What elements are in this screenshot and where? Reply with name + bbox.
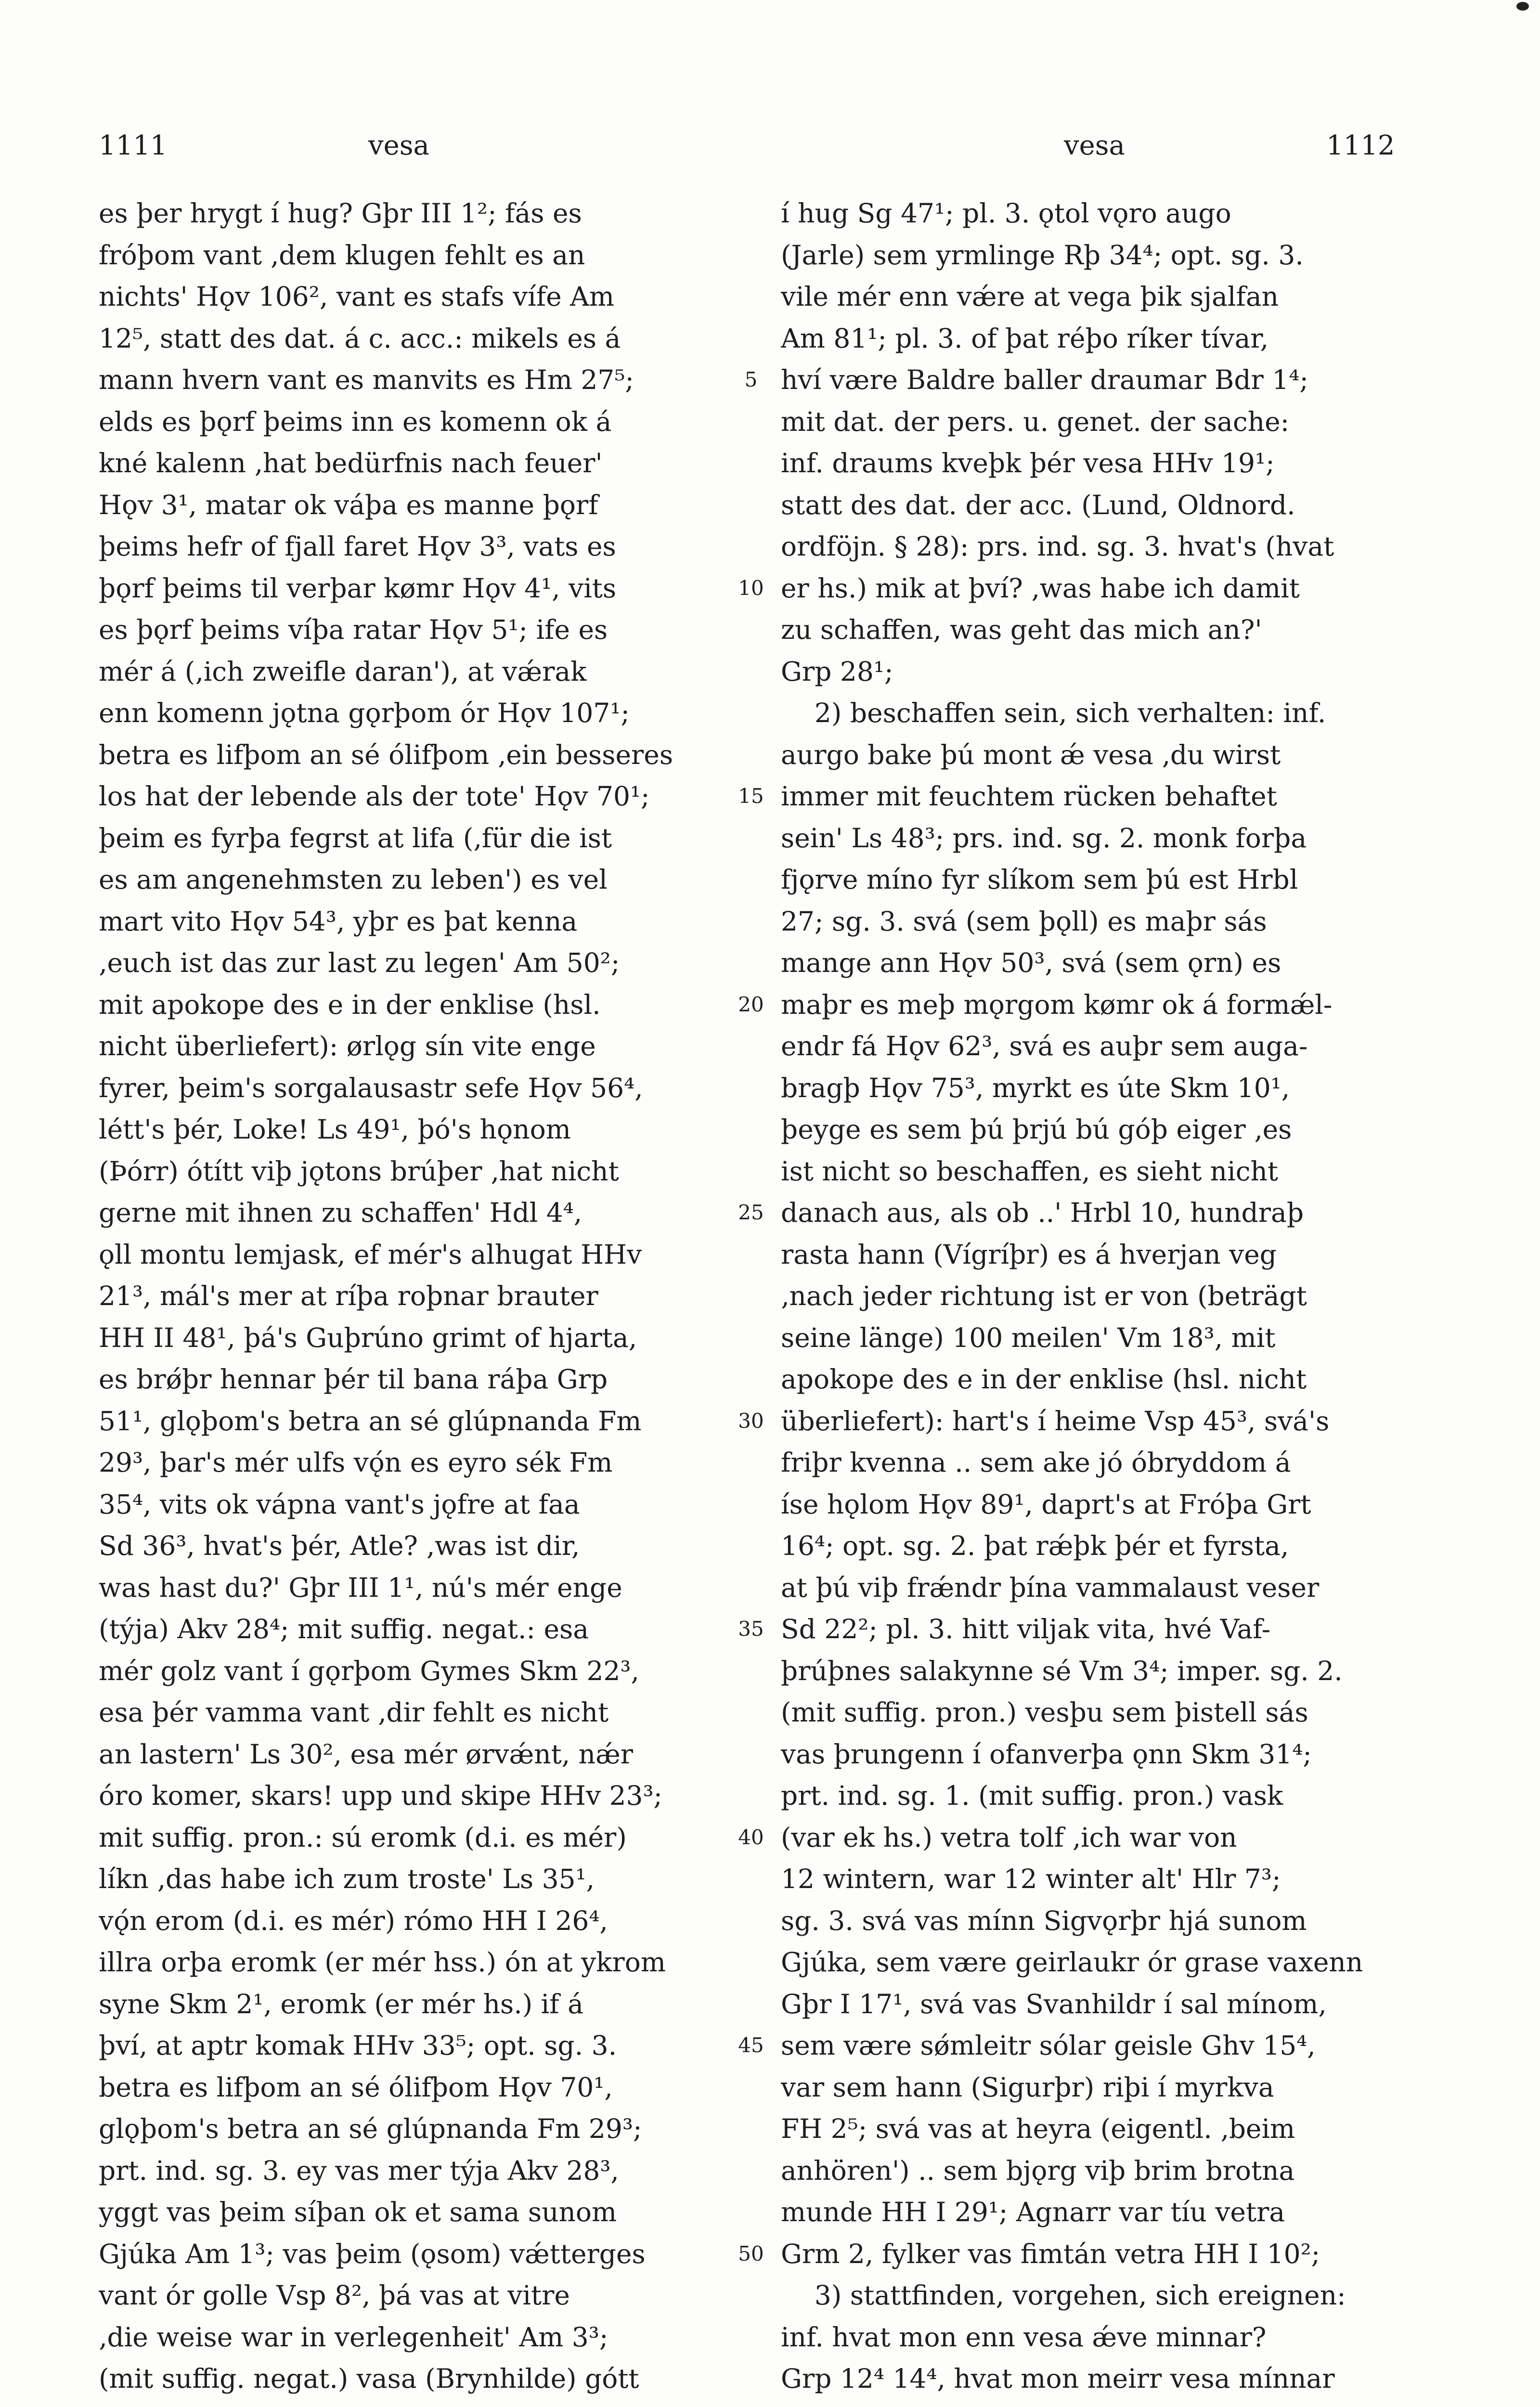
text-line: at þú viþ frǽndr þína vammalaust veser <box>781 1572 1320 1603</box>
text-line: munde HH I 29¹; Agnarr var tíu vetra <box>781 2197 1285 2227</box>
text-line: mit suffig. pron.: sú eromk (d.i. es mér) <box>99 1822 627 1853</box>
text-line: óro komer, skars! upp und skipe HHv 23³; <box>99 1780 663 1811</box>
line-number: 25 <box>738 1201 764 1224</box>
text-line: létt's þér, Loke! Ls 49¹, þó's hǫnom <box>99 1114 571 1145</box>
text-line: danach aus, als ob ..' Hrbl 10, hundraþ <box>781 1197 1304 1228</box>
text-line: bragþ Hǫv 75³, myrkt es úte Skm 10¹, <box>781 1072 1290 1103</box>
text-line: es þǫrf þeims víþa ratar Hǫv 5¹; ife es <box>99 614 608 645</box>
text-line: þeim es fyrþa fegrst at lifa (‚für die ist <box>99 822 612 854</box>
left-page-number: 1111 <box>99 130 168 161</box>
text-line: seine länge) 100 meilen' Vm 18³, mit <box>781 1322 1276 1353</box>
text-line: glǫþom's betra an sé glúpnanda Fm 29³; <box>99 2113 642 2144</box>
text-line: er hs.) mik at því? ‚was habe ich damit <box>781 572 1300 604</box>
text-line: mér golz vant í gǫrþom Gymes Skm 22³, <box>99 1655 639 1686</box>
text-line: überliefert): hart's í heime Vsp 45³, svá's <box>781 1405 1330 1436</box>
text-line: ǫll montu lemjask, ef mér's alhugat HHv <box>99 1239 642 1270</box>
text-line: mér á (‚ich zweifle daran'), at vǽrak <box>99 656 587 687</box>
text-line: þeims hefr of fjall faret Hǫv 3³, vats es <box>99 531 616 562</box>
text-line: syne Skm 2¹, eromk (er mér hs.) if á <box>99 1988 583 2019</box>
text-line: fjǫrve míno fyr slíkom sem þú est Hrbl <box>781 864 1298 895</box>
right-running-headword: vesa <box>1064 130 1125 161</box>
text-line: prt. ind. sg. 1. (mit suffig. pron.) vask <box>781 1780 1283 1811</box>
left-running-headword: vesa <box>368 130 429 161</box>
text-line: 29³, þar's mér ulfs vǫ́n es eyro sék Fm <box>99 1447 613 1478</box>
text-line: gerne mit ihnen zu schaffen' Hdl 4⁴, <box>99 1197 582 1228</box>
text-line: ‚die weise war in verlegenheit' Am 3³; <box>99 2321 608 2353</box>
text-line: 35⁴, vits ok vápna vant's jǫfre at faa <box>99 1488 580 1520</box>
text-line: 12 wintern, war 12 winter alt' Hlr 7³; <box>781 1863 1281 1894</box>
text-line: ordföjn. § 28): prs. ind. sg. 3. hvat's (hvat <box>781 531 1334 562</box>
text-line: Sd 36³, hvat's þér, Atle? ‚was ist dir, <box>99 1530 580 1561</box>
text-line: kné kalenn ‚hat bedürfnis nach feuer' <box>99 448 603 479</box>
line-number: 5 <box>744 368 758 391</box>
text-line: (Jarle) sem yrmlinge Rþ 34⁴; opt. sg. 3. <box>781 239 1304 271</box>
text-line: es am angenehmsten zu leben') es vel <box>99 864 608 895</box>
text-line: yggt vas þeim síþan ok et sama sunom <box>99 2197 617 2227</box>
line-number: 35 <box>738 1617 764 1641</box>
text-line: FH 2⁵; svá vas at heyra (eigentl. ‚beim <box>781 2113 1295 2144</box>
text-line: fróþom vant ‚dem klugen fehlt es an <box>99 239 585 271</box>
text-line: inf. hvat mon enn vesa ǽve minnar? <box>781 2321 1267 2353</box>
text-line: Hǫv 3¹, matar ok váþa es manne þǫrf <box>99 489 598 520</box>
text-line: þeyge es sem þú þrjú bú góþ eiger ‚es <box>781 1114 1292 1145</box>
text-line: íse hǫlom Hǫv 89¹, daprt's at Fróþa Grt <box>781 1488 1311 1520</box>
text-line: inf. draums kveþk þér vesa HHv 19¹; <box>781 448 1275 479</box>
text-line: 51¹, glǫþom's betra an sé glúpnanda Fm <box>99 1405 642 1436</box>
text-line: maþr es meþ mǫrgom kømr ok á formǽl- <box>781 989 1333 1020</box>
right-page-number: 1112 <box>1326 130 1395 161</box>
text-line: es brǿþr hennar þér til bana ráþa Grp <box>99 1364 608 1395</box>
text-line: mit dat. der pers. u. genet. der sache: <box>781 406 1290 437</box>
text-line: esa þér vamma vant ‚dir fehlt es nicht <box>99 1697 609 1728</box>
text-line: 27; sg. 3. svá (sem þǫll) es maþr sás <box>781 906 1267 937</box>
text-line: þrúþnes salakynne sé Vm 3⁴; imper. sg. 2. <box>781 1655 1343 1686</box>
text-line: 3) stattfinden, vorgehen, sich ereignen: <box>781 2280 1346 2311</box>
line-number: 15 <box>738 784 764 808</box>
text-line: was hast du?' Gþr III 1¹, nú's mér enge <box>99 1572 622 1603</box>
text-line: aurgo bake þú mont ǽ vesa ‚du wirst <box>781 739 1281 770</box>
text-line: mit apokope des e in der enklise (hsl. <box>99 989 601 1020</box>
text-line: friþr kvenna .. sem ake jó óbryddom á <box>781 1447 1291 1478</box>
text-line: var sem hann (Sigurþr) riþi í myrkva <box>781 2071 1274 2103</box>
text-line: vas þrungenn í ofanverþa ǫnn Skm 31⁴; <box>781 1738 1312 1770</box>
text-line: sg. 3. svá vas mínn Sigvǫrþr hjá sunom <box>781 1905 1307 1936</box>
line-number: 10 <box>738 576 764 600</box>
text-line: sem være sǿmleitr sólar geisle Ghv 15⁴, <box>781 2030 1316 2061</box>
text-line: elds es þǫrf þeims inn es komenn ok á <box>99 406 612 437</box>
text-line: Grp 12⁴ 14⁴, hvat mon meirr vesa mínnar <box>781 2363 1335 2394</box>
text-line: (mit suffig. negat.) vasa (Brynhilde) gótt <box>99 2363 639 2394</box>
text-line: statt des dat. der acc. (Lund, Oldnord. <box>781 489 1295 520</box>
text-line: betra es lifþom an sé ólifþom ‚ein besseres <box>99 739 673 770</box>
right-text-column <box>781 193 1363 2400</box>
text-line: endr fá Hǫv 62³, svá es auþr sem auga- <box>781 1031 1308 1061</box>
text-line: Sd 22²; pl. 3. hitt viljak vita, hvé Vaf- <box>781 1614 1271 1644</box>
text-line: líkn ‚das habe ich zum troste' Ls 35¹, <box>99 1863 595 1894</box>
text-line: (týja) Akv 28⁴; mit suffig. negat.: esa <box>99 1614 589 1644</box>
text-line: Grp 28¹; <box>781 656 893 687</box>
text-line: 12⁵, statt des dat. á c. acc.: mikels es á <box>99 323 621 354</box>
line-number: 20 <box>738 992 764 1016</box>
text-line: 21³, mál's mer at ríþa roþnar brauter <box>99 1281 598 1311</box>
text-line: apokope des e in der enklise (hsl. nicht <box>781 1364 1307 1395</box>
text-line: fyrer, þeim's sorgalausastr sefe Hǫv 56⁴, <box>99 1072 643 1103</box>
text-line: Grm 2, fylker vas fimtán vetra HH I 10²; <box>781 2238 1320 2269</box>
text-line: Gþr I 17¹, svá vas Svanhildr í sal mínom, <box>781 1988 1327 2019</box>
text-line: prt. ind. sg. 3. ey vas mer týja Akv 28³, <box>99 2155 619 2186</box>
text-line: HH II 48¹, þá's Guþrúno grimt of hjarta, <box>99 1322 637 1353</box>
text-line: zu schaffen, was geht das mich an?' <box>781 614 1262 645</box>
corner-mark <box>1516 2 1529 11</box>
text-line: ist nicht so beschaffen, es sieht nicht <box>781 1155 1279 1187</box>
line-number: 30 <box>738 1409 764 1433</box>
text-line: anhören') .. sem bjǫrg viþ brim brotna <box>781 2155 1295 2186</box>
text-line: vile mér enn vǽre at vega þik sjalfan <box>781 281 1279 312</box>
line-number: 50 <box>738 2241 764 2265</box>
text-line: los hat der lebende als der tote' Hǫv 70¹; <box>99 781 650 812</box>
text-line: 2) beschaffen sein, sich verhalten: inf. <box>781 698 1326 728</box>
left-text-column <box>99 193 673 2400</box>
text-line: því, at aptr komak HHv 33⁵; opt. sg. 3. <box>99 2030 617 2061</box>
text-line: nicht überliefert): ørlǫg sín vite enge <box>99 1031 596 1061</box>
text-line: Gjúka Am 1³; vas þeim (ǫsom) vǽtterges <box>99 2238 646 2269</box>
text-line: (Þórr) ótítt viþ jǫtons brúþer ‚hat nicht <box>99 1155 619 1187</box>
line-number: 45 <box>738 2033 764 2057</box>
text-line: í hug Sg 47¹; pl. 3. ǫtol vǫro augo <box>781 198 1231 229</box>
text-line: hví være Baldre baller draumar Bdr 1⁴; <box>781 364 1308 395</box>
text-line: an lastern' Ls 30², esa mér ørvǽnt, nǽr <box>99 1738 634 1770</box>
line-number: 40 <box>738 1825 764 1849</box>
text-line: Am 81¹; pl. 3. of þat réþo ríker tívar, <box>781 323 1269 354</box>
text-line: enn komenn jǫtna gǫrþom ór Hǫv 107¹; <box>99 698 630 728</box>
text-line: sein' Ls 48³; prs. ind. sg. 2. monk forþa <box>781 822 1307 854</box>
text-line: (var ek hs.) vetra tolf ‚ich war von <box>781 1822 1237 1853</box>
text-line: nichts' Hǫv 106², vant es stafs vífe Am <box>99 281 615 312</box>
text-line: mart vito Hǫv 54³, yþr es þat kenna <box>99 906 578 937</box>
text-line: illra orþa eromk (er mér hss.) ón at ykrom <box>99 1947 666 1978</box>
text-line: (mit suffig. pron.) vesþu sem þistell sás <box>781 1697 1308 1728</box>
text-line: es þer hrygt í hug? Gþr III 1²; fás es <box>99 198 582 229</box>
text-line: 16⁴; opt. sg. 2. þat rǽþk þér et fyrsta, <box>781 1530 1289 1561</box>
text-line: Gjúka, sem være geirlaukr ór grase vaxenn <box>781 1947 1363 1978</box>
text-line: ‚euch ist das zur last zu legen' Am 50²; <box>99 947 620 978</box>
text-line: immer mit feuchtem rücken behaftet <box>781 781 1277 812</box>
text-line: þǫrf þeims til verþar kømr Hǫv 4¹, vits <box>99 572 617 604</box>
text-line: mann hvern vant es manvits es Hm 27⁵; <box>99 364 634 395</box>
text-line: rasta hann (Vígríþr) es á hverjan veg <box>781 1239 1277 1270</box>
text-line: vant ór golle Vsp 8², þá vas at vitre <box>99 2280 570 2311</box>
text-line: mange ann Hǫv 50³, svá (sem ǫrn) es <box>781 947 1281 978</box>
text-line: vǫ́n erom (d.i. es mér) rómo HH I 26⁴, <box>99 1905 608 1936</box>
text-line: ‚nach jeder richtung ist er von (beträgt <box>781 1281 1307 1311</box>
text-line: betra es lifþom an sé ólifþom Hǫv 70¹, <box>99 2071 613 2103</box>
